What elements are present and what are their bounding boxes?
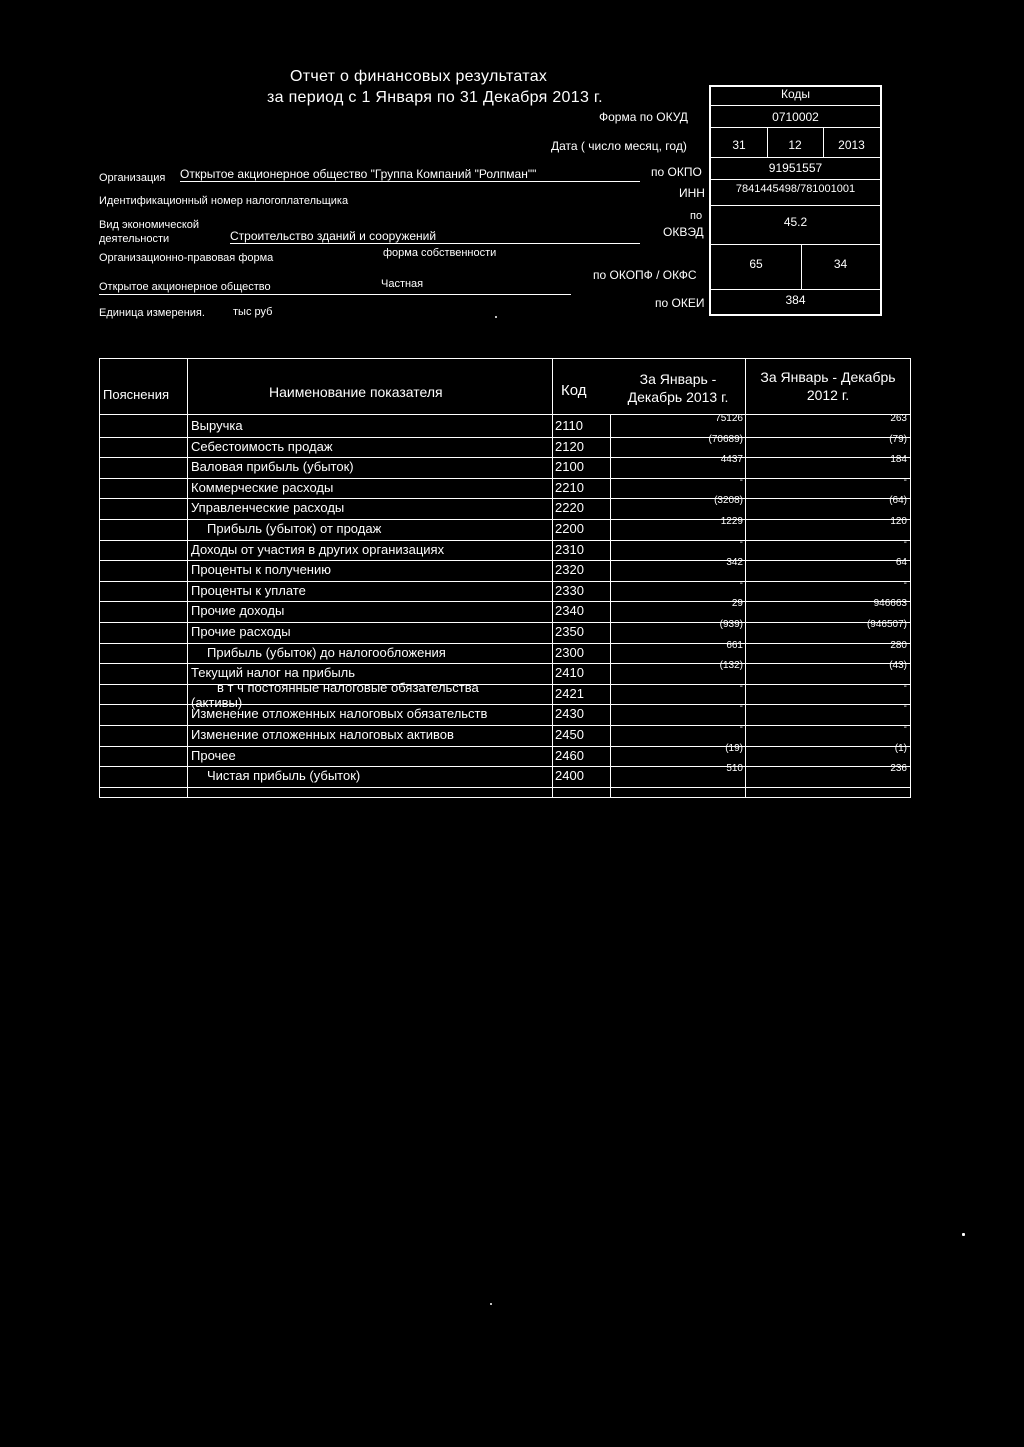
okpo-label: по ОКПО [651,165,702,179]
row-value-2013: 510 [726,763,743,775]
row-code: 2110 [555,418,583,433]
code-okved: 45.2 [783,215,808,229]
row-value-2013: - [739,536,743,548]
codes-box [709,85,882,316]
code-okopf: 65 [749,257,763,271]
unit-label: Единица измерения. [99,307,205,319]
row-code: 2120 [555,438,584,454]
row-divider [99,787,911,788]
row-value-2013: 661 [726,639,743,651]
code-okpo: 91951557 [768,161,823,175]
legal-form-label: Организационно-правовая форма [99,252,274,264]
row-value-2012: (1) [894,742,907,754]
row-value-2013: - [739,722,743,733]
row-code: 2400 [555,768,584,784]
row-code: 2310 [555,541,584,557]
row-code: 2300 [555,644,584,660]
row-value-2013: (19) [725,742,743,754]
table-row [99,639,911,664]
col-notes-header: Пояснения [103,387,170,402]
org-label: Организация [99,172,166,184]
table-row [99,516,911,540]
okei-label: по ОКЕИ [655,296,705,310]
activity-label-1: Вид экономической [99,219,200,231]
row-value-2013: - [739,577,743,589]
row-name: Выручка [191,418,243,433]
row-value-2012: 263 [890,413,907,424]
table-row [99,474,911,499]
row-name: Доходы от участия в других организациях [191,541,445,557]
row-value-2012: 280 [890,639,907,651]
financial-results-table [99,358,911,798]
table-row [99,763,911,787]
table-row [99,495,911,519]
table-row [99,577,911,602]
row-name: Прибыль (убыток) до налогообложения [207,644,446,660]
row-code: 2200 [555,521,584,536]
table-row [99,679,911,710]
code-okfs: 34 [833,257,848,271]
row-code: 2410 [555,665,584,681]
row-code: 2450 [555,727,584,742]
row-value-2012: - [903,536,907,548]
table-row [99,454,911,478]
row-value-2013: (70689) [708,433,743,445]
okopf-label: по ОКОПФ / ОКФС [593,268,697,282]
scan-speck [962,1233,965,1236]
row-code: 2210 [555,479,584,495]
row-code: 2340 [555,603,584,619]
row-value-2013: (939) [719,619,743,630]
row-name: в т ч постоянные налоговые обязательства [217,679,479,695]
row-name: Текущий налог на прибыль [191,665,356,681]
table-row [99,598,911,622]
row-value-2012: - [903,680,907,692]
row-name: Чистая прибыль (убыток) [207,768,361,784]
row-value-2012: - [903,701,907,713]
ownership-value: Частная [381,278,424,290]
unit-value: тыс руб [233,306,273,318]
row-name: Коммерческие расходы [191,479,334,495]
inn-label: ИНН [679,186,705,200]
code-inn: 7841445498/781001001 [735,183,856,195]
col-2013-header: За Январь - Декабрь 2013 г. [627,371,729,405]
row-value-2013: - [739,680,743,692]
okved-label-1: по [690,210,703,222]
row-value-2013: 342 [726,557,743,569]
okved-label-2: ОКВЭД [663,225,704,239]
row-name-continued: (активы) [191,694,243,710]
row-code: 2430 [555,706,584,722]
table-row [99,619,911,643]
row-code: 2350 [555,624,584,639]
row-name: Проценты к уплате [191,582,306,598]
date-label: Дата ( число месяц, год) [551,139,687,153]
table-row [99,742,911,767]
code-month: 12 [788,138,802,152]
row-code: 2220 [555,500,584,516]
table-row [99,413,911,437]
row-name: Валовая прибыль (убыток) [191,459,354,475]
code-year: 2013 [838,138,865,152]
row-value-2012: (64) [889,495,907,507]
row-value-2012: 120 [890,516,907,527]
legal-form-value: Открытое акционерное общество [99,281,271,293]
scan-speck [495,316,497,318]
row-name: Прочие доходы [191,603,285,619]
inn-id-label: Идентификационный номер налогоплательщика [99,195,349,207]
row-code: 2320 [555,562,584,578]
row-value-2013: 1229 [720,516,743,527]
row-value-2012: - [903,577,907,589]
org-name: Открытое акционерное общество "Группа Компаний "Ролпман"" [180,167,640,182]
row-value-2012: 946663 [873,598,907,610]
row-value-2013: - [739,701,743,713]
col-name-header: Наименование показателя [269,384,443,400]
table-row [99,722,911,746]
activity-label-2: деятельности [99,233,170,245]
row-value-2012: (946507) [866,619,907,630]
report-title: Отчет о финансовых результатах [290,68,548,85]
table-row [99,433,911,458]
row-name: Прибыль (убыток) от продаж [207,521,382,536]
row-name: Изменение отложенных налоговых обязательств [191,706,488,722]
row-value-2012: - [903,722,907,733]
row-name: Управленческие расходы [191,500,345,516]
row-name: Изменение отложенных налоговых активов [191,727,454,742]
row-value-2012: (79) [889,433,907,445]
okud-label: Форма по ОКУД [599,110,688,124]
code-okud: 0710002 [772,110,819,124]
row-value-2012: 184 [890,454,907,466]
col-code-header: Код [561,382,587,399]
row-value-2013: 75126 [715,413,743,424]
row-value-2013: - [739,474,743,486]
codes-header: Коды [780,87,811,101]
row-value-2013: (3208) [714,495,743,507]
row-value-2013: (132) [719,660,743,672]
row-value-2012: - [903,474,907,486]
table-row [99,536,911,561]
activity-value: Строительство зданий и сооружений [230,229,640,244]
row-name: Прочее [191,747,236,763]
row-value-2012: 64 [895,557,907,569]
row-name: Прочие расходы [191,624,291,639]
ownership-label: форма собственности [383,247,497,259]
row-value-2012: (43) [889,660,907,672]
row-value-2013: 4437 [720,454,743,466]
code-day: 31 [732,138,746,152]
scan-speck [490,1303,492,1305]
row-code: 2100 [555,459,584,475]
col-2012-header: За Январь - Декабрь 2012 г. [760,369,896,403]
row-code: 2421 [555,685,584,701]
row-code: 2460 [555,747,584,763]
row-name: Себестоимость продаж [191,438,333,454]
row-code: 2330 [555,582,584,598]
row-name: Проценты к получению [191,562,331,578]
report-period: за период с 1 Января по 31 Декабря 2013 г. [267,89,603,106]
table-row [99,557,911,581]
row-value-2013: 29 [731,598,743,610]
row-value-2012: 236 [890,763,907,775]
code-okei: 384 [785,293,806,307]
